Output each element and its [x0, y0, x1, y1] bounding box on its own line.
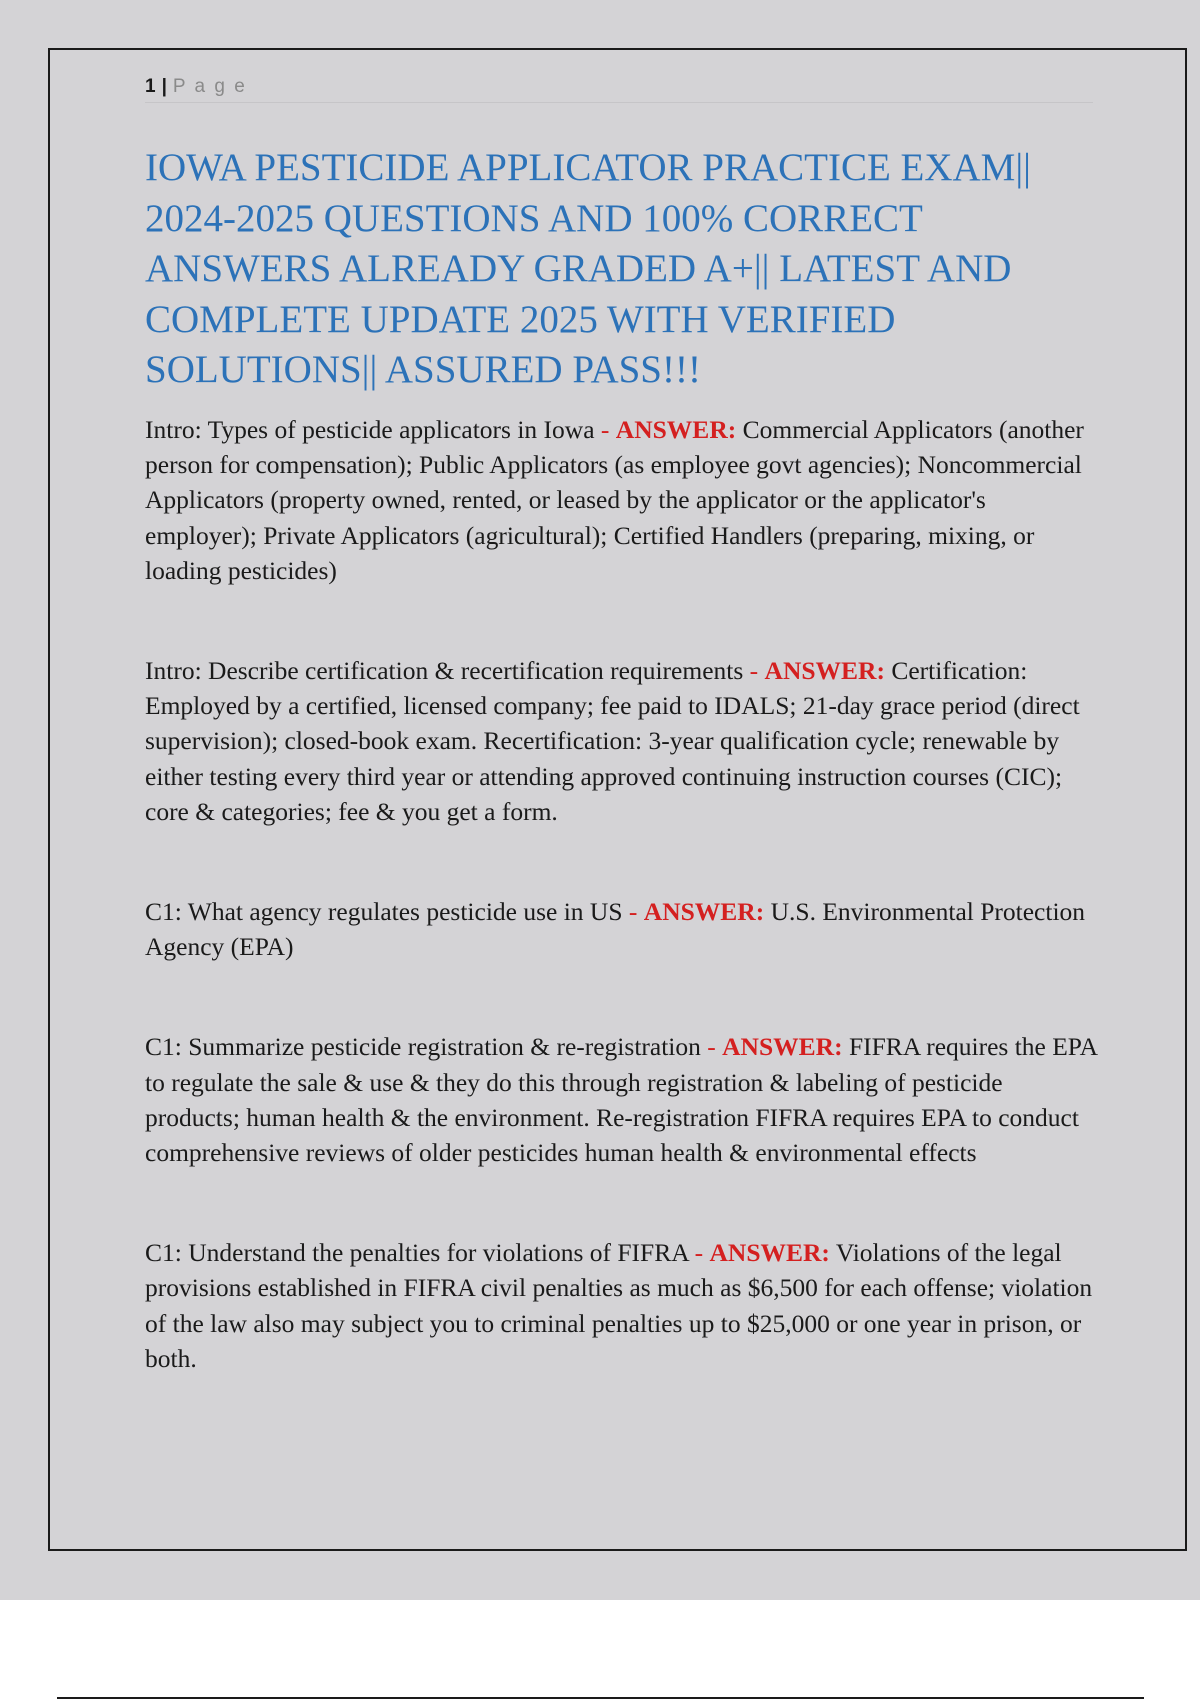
page-header	[145, 76, 247, 98]
question-text: Intro: Types of pesticide applicators in Iowa	[145, 415, 595, 444]
answer-dash: -	[694, 1238, 704, 1268]
answer-dash: -	[628, 897, 638, 927]
answer-dash: -	[707, 1032, 716, 1062]
document-title: IOWA PESTICIDE APPLICATOR PRACTICE EXAM|| 2024-2025 QUESTIONS AND 100% CORRECT ANSWERS ALREADY GRADED A+|| LATEST AND COMPLETE UPDATE 2025 WITH VERIFIED SOLUTIONS|| ASSURED PASS!!!	[145, 146, 1031, 391]
answer-text: Violations of the legal provisions established in FIFRA civil penalties as much as $6,500 for each offense; violation of the law also may subject you to criminal penalties up to $25,000 or one year in prison, or both.	[145, 1238, 1093, 1373]
qa-item	[145, 894, 1100, 964]
page-number: 1	[145, 76, 158, 97]
question-text: C1: What agency regulates pesticide use in US	[145, 897, 623, 927]
answer-label: ANSWER:	[643, 897, 765, 927]
answer-label: ANSWER:	[709, 1238, 830, 1268]
question-text: C1: Understand the penalties for violations of FIFRA	[145, 1238, 689, 1268]
answer-text: Certification: Employed by a certified, licensed company; fee paid to IDALS; 21-day grace period (direct supervision); closed-book exam. Recertification: 3-year qualification cycle; renewable by either testing every third year or attending approved continuing instruction courses (CIC); core & categories; fee & you get a form.	[145, 656, 1080, 826]
answer-text: Commercial Applicators (another person for compensation); Public Applicators (as employee govt agencies); Noncommercial Applicators (property owned, rented, or leased by the applicator or the applicator's employer); Private Applicators (agricultural); Certified Handlers (preparing, mixing, or loading pesticides)	[145, 415, 1084, 585]
qa-item	[145, 653, 1100, 829]
answer-label: ANSWER:	[615, 415, 737, 444]
question-text: C1: Summarize pesticide registration & re-registration	[145, 1032, 701, 1062]
answer-text: U.S. Environmental Protection Agency (EPA)	[145, 897, 1086, 962]
qa-item	[145, 412, 1100, 588]
header-divider	[145, 102, 1093, 103]
page-label: P a g e	[172, 76, 247, 97]
page-separator: |	[161, 76, 169, 97]
bottom-divider	[57, 1697, 1144, 1699]
answer-dash: -	[749, 656, 759, 686]
answer-text: FIFRA requires the EPA to regulate the sale & use & they do this through registration & labeling of pesticide products; human health & the environment. Re-registration FIFRA requires EPA to conduct comprehensive reviews of older pesticides human health & environmental effects	[145, 1032, 1097, 1168]
question-text: Intro: Describe certification & recertification requirements	[145, 656, 744, 686]
answer-dash: -	[600, 415, 610, 444]
qa-item	[145, 1235, 1100, 1376]
qa-list	[145, 412, 1100, 1376]
qa-item	[145, 1029, 1100, 1170]
answer-label: ANSWER:	[722, 1032, 843, 1062]
answer-label: ANSWER:	[764, 656, 885, 686]
